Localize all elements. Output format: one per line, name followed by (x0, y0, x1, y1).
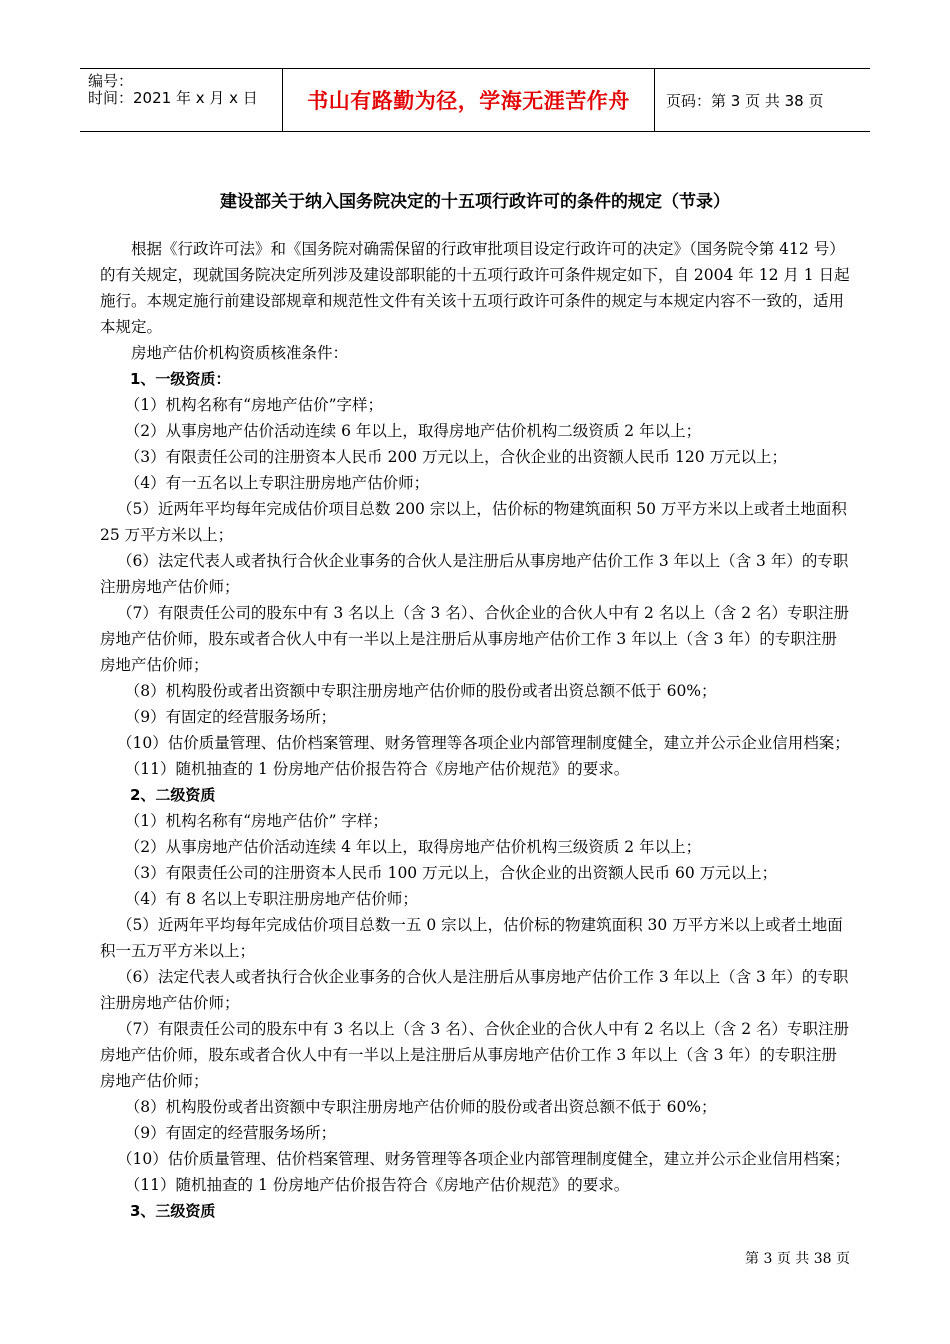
list-item: （11）随机抽查的 1 份房地产估价报告符合《房地产估价规范》的要求。 (124, 760, 630, 778)
header-motto: 书山有路勤为径，学海无涯苦作舟 (283, 69, 655, 131)
list-item: （4）有一五名以上专职注册房地产估价师； (124, 474, 430, 492)
list-item: （1）机构名称有“房地产估价”字样； (124, 396, 384, 414)
page-footer: 第 3 页 共 38 页 (745, 1251, 850, 1267)
list-item: （2）从事房地产估价活动连续 6 年以上，取得房地产估价机构二级资质 2 年以上； (124, 422, 702, 440)
section-heading-2: 2、二级资质 (130, 786, 216, 804)
list-item: （8）机构股份或者出资额中专职注册房地产估价师的股份或者出资总额不低于 60%； (124, 1098, 717, 1116)
list-item: （5）近两年平均每年完成估价项目总数 200 宗以上，估价标的物建筑面积 50 万平方米以上或者土地面积 25 万平方米以上； (100, 500, 847, 544)
list-item: （3）有限责任公司的注册资本人民币 100 万元以上，合伙企业的出资额人民币 60 万元以上； (124, 864, 778, 882)
header-meta-cell (80, 69, 283, 131)
list-item: （3）有限责任公司的注册资本人民币 200 万元以上，合伙企业的出资额人民币 120 万元以上； (124, 448, 788, 466)
list-item: （9）有固定的经营服务场所； (124, 1124, 337, 1142)
list-item: （8）机构股份或者出资额中专职注册房地产估价师的股份或者出资总额不低于 60%； (124, 682, 717, 700)
document-title: 建设部关于纳入国务院决定的十五项行政许可的条件的规定（节录） (220, 192, 730, 212)
list-item: （11）随机抽查的 1 份房地产估价报告符合《房地产估价规范》的要求。 (124, 1176, 630, 1194)
header-page-label: 页码：第 3 页 共 38 页 (666, 91, 824, 110)
number-label: 编号： (88, 72, 134, 90)
list-item: （4）有 8 名以上专职注册房地产估价师； (124, 890, 418, 908)
list-item: （10）估价质量管理、估价档案管理、财务管理等各项企业内部管理制度健全，建立并公示企业信用档案； (117, 734, 850, 752)
list-item: （7）有限责任公司的股东中有 3 名以上（含 3 名）、合伙企业的合伙人中有 2 名以上（含 2 名）专职注册房地产估价师，股东或者合伙人中有一半以上是注册后从事房地产估价工作 3 年以上（含 3 年）的专职注册房地产估价师； (100, 604, 850, 674)
list-item: （6）法定代表人或者执行合伙企业事务的合伙人是注册后从事房地产估价工作 3 年以上（含 3 年）的专职注册房地产估价师； (100, 968, 849, 1012)
sub-heading: 房地产估价机构资质核准条件： (131, 344, 349, 362)
time-label: 时间：2021 年 x 月 x 日 (88, 89, 258, 107)
list-item: （5）近两年平均每年完成估价项目总数一五 0 宗以上，估价标的物建筑面积 30 万平方米以上或者土地面积一五万平方米以上； (100, 916, 843, 960)
list-item: （7）有限责任公司的股东中有 3 名以上（含 3 名）、合伙企业的合伙人中有 2 名以上（含 2 名）专职注册房地产估价师，股东或者合伙人中有一半以上是注册后从事房地产估价工作 3 年以上（含 3 年）的专职注册房地产估价师； (100, 1020, 850, 1090)
document-body (100, 236, 852, 1224)
page-header (80, 68, 870, 132)
list-item: （9）有固定的经营服务场所； (124, 708, 337, 726)
intro-paragraph: 根据《行政许可法》和《国务院对确需保留的行政审批项目设定行政许可的决定》（国务院令第 412 号）的有关规定，现就国务院决定所列涉及建设部职能的十五项行政许可条件规定如下，自 2004 年 12 月 1 日起施行。本规定施行前建设部规章和规范性文件有关该十五项行政许可条件的规定与本规定内容不一致的，适用本规定。 (100, 240, 850, 336)
list-item: （10）估价质量管理、估价档案管理、财务管理等各项企业内部管理制度健全，建立并公示企业信用档案； (117, 1150, 850, 1168)
list-item: （2）从事房地产估价活动连续 4 年以上，取得房地产估价机构三级资质 2 年以上； (124, 838, 702, 856)
section-heading-3: 3、三级资质 (130, 1202, 216, 1220)
list-item: （1）机构名称有“房地产估价” 字样； (124, 812, 388, 830)
list-item: （6）法定代表人或者执行合伙企业事务的合伙人是注册后从事房地产估价工作 3 年以上（含 3 年）的专职注册房地产估价师； (100, 552, 849, 596)
section-heading-1: 1、一级资质： (130, 370, 231, 388)
